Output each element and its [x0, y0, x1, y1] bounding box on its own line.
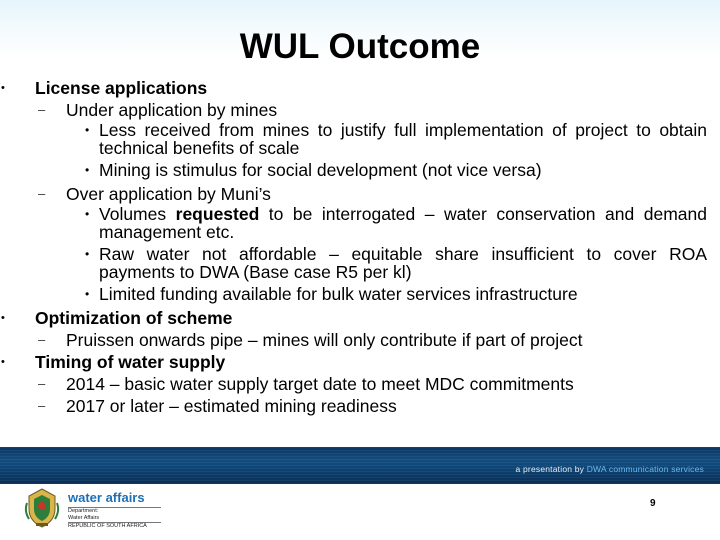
detail-emphasis: requested [175, 204, 260, 224]
bullet-list [1, 77, 708, 417]
sub-bullet-under-application [35, 99, 707, 121]
detail-text: Limited funding available for bulk water services infrastructure [99, 284, 578, 304]
sub-bullet-2017 [35, 395, 707, 417]
detail-text-start: Volumes [99, 204, 176, 224]
bullet-marker: • [85, 247, 90, 261]
brand-name: water affairs [68, 490, 145, 505]
sub-bullet-text: Pruissen onwards pipe – mines will only contribute if part of project [66, 330, 583, 350]
detail-mining-stimulus [35, 161, 707, 179]
bullet-text: Optimization of scheme [35, 308, 233, 328]
sub-bullet-text: Over application by Muni’s [66, 184, 271, 204]
bullet-license-applications [1, 77, 707, 99]
dash-marker: – [38, 332, 46, 347]
sub-bullet-2014 [35, 373, 707, 395]
bullet-marker: • [85, 287, 90, 301]
detail-less-received [35, 121, 707, 157]
slide-title: WUL Outcome [239, 27, 481, 66]
bullet-marker: • [85, 123, 90, 137]
sub-bullet-text: Under application by mines [66, 100, 278, 120]
sub-bullet-text: 2017 or later – estimated mining readiness [66, 396, 397, 416]
detail-volumes-requested [35, 205, 707, 241]
dash-marker: – [38, 398, 46, 413]
bullet-marker: • [1, 356, 5, 368]
detail-text: Mining is stimulus for social development (not vice versa) [99, 160, 542, 180]
coat-of-arms-icon [23, 487, 61, 529]
department-value: Water Affairs [68, 514, 100, 521]
footer-band [0, 447, 720, 484]
water-affairs-logo [23, 487, 173, 532]
presentation-credit [516, 464, 705, 474]
sub-bullet-pruissen [35, 329, 707, 351]
detail-text: Raw water not affordable – equitable share insufficient to cover ROA payments to DWA (Base case R5 per kl) [99, 244, 707, 282]
bullet-marker: • [85, 207, 90, 221]
sub-bullet-over-application [35, 183, 707, 205]
bullet-timing [1, 351, 707, 373]
dash-marker: – [38, 186, 46, 201]
bullet-text: Timing of water supply [35, 352, 226, 372]
detail-limited-funding [35, 285, 707, 303]
detail-text: Less received from mines to justify full implementation of project to obtain technical benefits of scale [99, 120, 707, 158]
department-name [68, 508, 99, 521]
dash-marker: – [38, 376, 46, 391]
detail-raw-water [35, 245, 707, 281]
bullet-text: License applications [35, 78, 208, 98]
department-label: Department: [68, 508, 99, 514]
country-name: REPUBLIC OF SOUTH AFRICA [68, 523, 147, 529]
bullet-optimization [1, 307, 707, 329]
bullet-marker: • [1, 82, 5, 94]
page-number: 9 [650, 498, 656, 509]
detail-text-end: to be interrogated – water conservation and demand management etc. [99, 204, 708, 242]
presentation-org: DWA communication services [586, 464, 704, 474]
presentation-prefix: a presentation by [515, 464, 587, 474]
bullet-marker: • [1, 312, 5, 324]
sub-bullet-text: 2014 – basic water supply target date to meet MDC commitments [66, 374, 574, 394]
dash-marker: – [38, 102, 46, 117]
bullet-marker: • [85, 163, 90, 177]
